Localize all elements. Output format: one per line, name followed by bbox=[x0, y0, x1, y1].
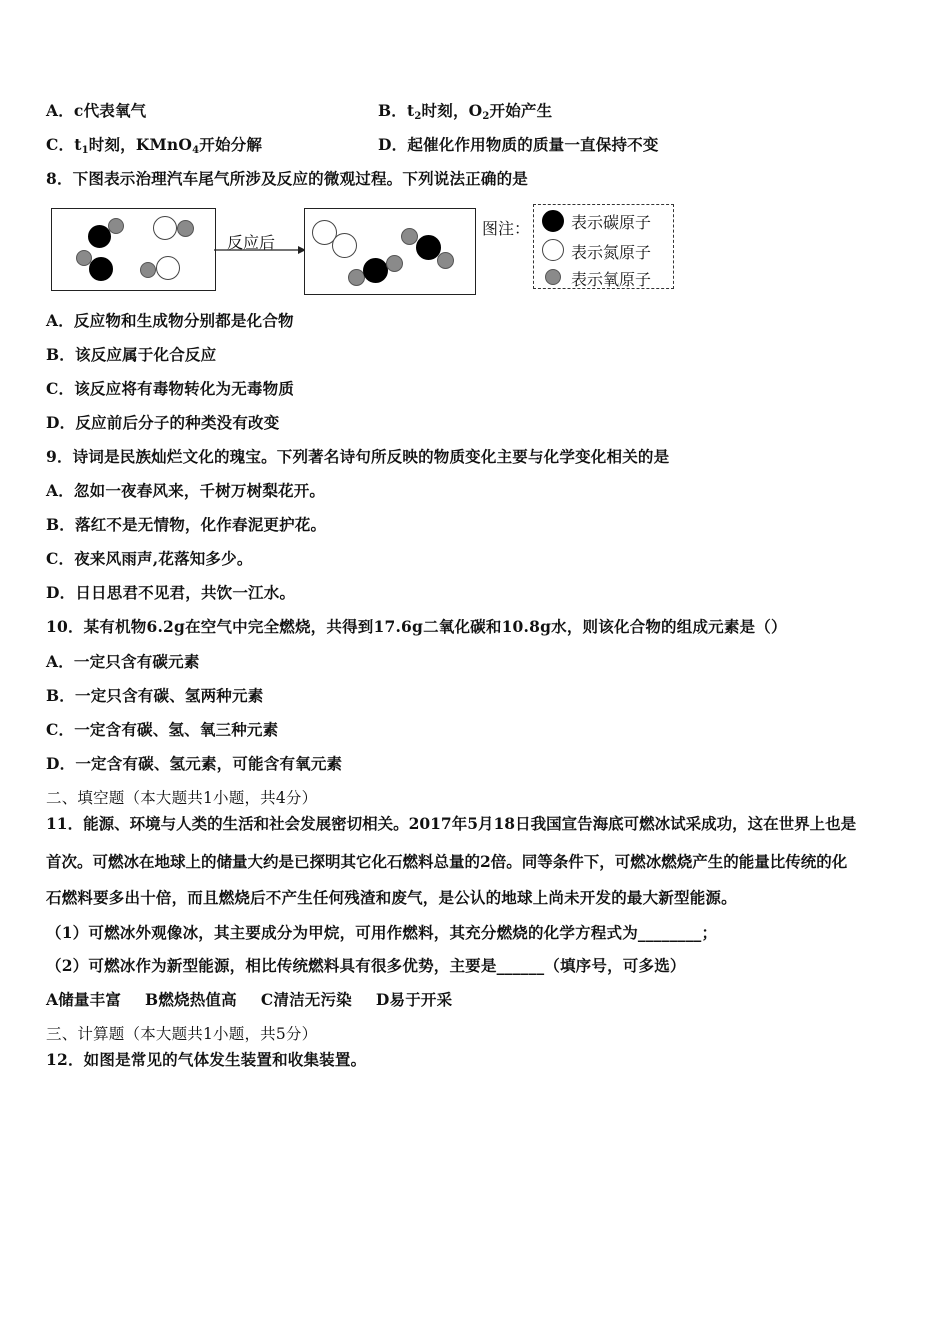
q9-stem: 9．诗词是民族灿烂文化的瑰宝。下列著名诗句所反映的物质变化主要与化学变化相关的是 bbox=[46, 447, 670, 466]
q11-choices bbox=[46, 990, 476, 1010]
arrow-label: 反应后 bbox=[227, 233, 276, 252]
q11-stem-line-1: 11．能源、环境与人类的生活和社会发展密切相关。2017年5月18日我国宣告海底可燃冰试采成功，这在世界上也是 bbox=[46, 814, 857, 833]
carbon-atom bbox=[363, 258, 388, 283]
q12-stem: 12．如图是常见的气体发生装置和收集装置。 bbox=[46, 1050, 367, 1069]
section-2-heading: 二、填空题（本大题共1小题，共4分） bbox=[46, 789, 318, 807]
oxygen-atom bbox=[386, 255, 403, 272]
nitrogen-atom bbox=[332, 233, 357, 258]
legend-title: 图注： bbox=[482, 219, 531, 238]
nitrogen-atom bbox=[153, 216, 177, 240]
q9-option-b: B．落红不是无情物，化作春泥更护花。 bbox=[46, 515, 327, 534]
q8-option-b: B．该反应属于化合反应 bbox=[46, 345, 217, 364]
q10-option-b: B．一定只含有碳、氢两种元素 bbox=[46, 686, 264, 705]
oxygen-legend-icon bbox=[545, 269, 561, 285]
q10-option-c: C．一定含有碳、氢、氧三种元素 bbox=[46, 720, 279, 739]
q9-option-a: A．忽如一夜春风来，千树万树梨花开。 bbox=[46, 481, 326, 500]
legend-box bbox=[533, 204, 674, 289]
nitrogen-legend-icon bbox=[542, 239, 564, 261]
products-box bbox=[304, 208, 476, 295]
q10-stem: 10．某有机物6.2g在空气中完全燃烧，共得到17.6g二氧化碳和10.8g水，则该化合物的组成元素是（） bbox=[46, 617, 787, 636]
q8-option-c: C．该反应将有毒物转化为无毒物质 bbox=[46, 379, 295, 398]
q7-option-b: B．$t_2$时刻，$O_2$开始产生 bbox=[378, 101, 553, 122]
q8-stem: 8．下图表示治理汽车尾气所涉及反应的微观过程。下列说法正确的是 bbox=[46, 169, 528, 188]
q11-sub-question-2: （2）可燃冰作为新型能源，相比传统燃料具有很多优势，主要是______（填序号，可多选） bbox=[46, 956, 686, 975]
q7-option-a: A．c代表氧气 bbox=[46, 101, 147, 120]
carbon-legend-icon bbox=[542, 210, 564, 232]
q11-choice-d: D易于开采 bbox=[375, 990, 453, 1009]
q11-choice-c: C清洁无污染 bbox=[260, 990, 352, 1009]
q8-option-d: D．反应前后分子的种类没有改变 bbox=[46, 413, 280, 432]
q11-stem-line-2: 首次。可燃冰在地球上的储量大约是已探明其它化石燃料总量的2倍。同等条件下，可燃冰燃烧产生的能量比传统的化 bbox=[46, 852, 848, 871]
q7-option-c: C．$t_1$时刻，KMnO$_4$开始分解 bbox=[46, 135, 263, 156]
q10-option-d: D．一定含有碳、氢元素，可能含有氧元素 bbox=[46, 754, 343, 773]
q11-choice-a: A储量丰富 bbox=[46, 990, 122, 1009]
q9-option-c: C．夜来风雨声,花落知多少。 bbox=[46, 549, 253, 568]
legend-nitrogen-label: 表示氮原子 bbox=[571, 243, 652, 262]
q11-sub-question-1: （1）可燃冰外观像冰，其主要成分为甲烷，可用作燃料，其充分燃烧的化学方程式为________； bbox=[46, 923, 718, 942]
oxygen-atom bbox=[108, 218, 124, 234]
oxygen-atom bbox=[140, 262, 156, 278]
q11-stem-line-3: 石燃料要多出十倍，而且燃烧后不产生任何残渣和废气，是公认的地球上尚未开发的最大新型能源。 bbox=[46, 888, 737, 907]
q11-choice-b: B燃烧热值高 bbox=[145, 990, 237, 1009]
q9-option-d: D．日日思君不见君，共饮一江水。 bbox=[46, 583, 296, 602]
legend-carbon-label: 表示碳原子 bbox=[571, 213, 652, 232]
reaction-arrow bbox=[214, 244, 306, 256]
carbon-atom bbox=[89, 257, 113, 281]
oxygen-atom bbox=[437, 252, 454, 269]
legend-oxygen-label: 表示氧原子 bbox=[571, 270, 652, 289]
section-3-heading: 三、计算题（本大题共1小题，共5分） bbox=[46, 1025, 318, 1043]
q7-option-d: D．起催化作用物质的质量一直保持不变 bbox=[378, 135, 659, 154]
q10-option-a: A．一定只含有碳元素 bbox=[46, 652, 200, 671]
oxygen-atom bbox=[401, 228, 418, 245]
reactants-box bbox=[51, 208, 216, 291]
nitrogen-atom bbox=[156, 256, 180, 280]
q8-option-a: A．反应物和生成物分别都是化合物 bbox=[46, 311, 294, 330]
oxygen-atom bbox=[177, 220, 194, 237]
